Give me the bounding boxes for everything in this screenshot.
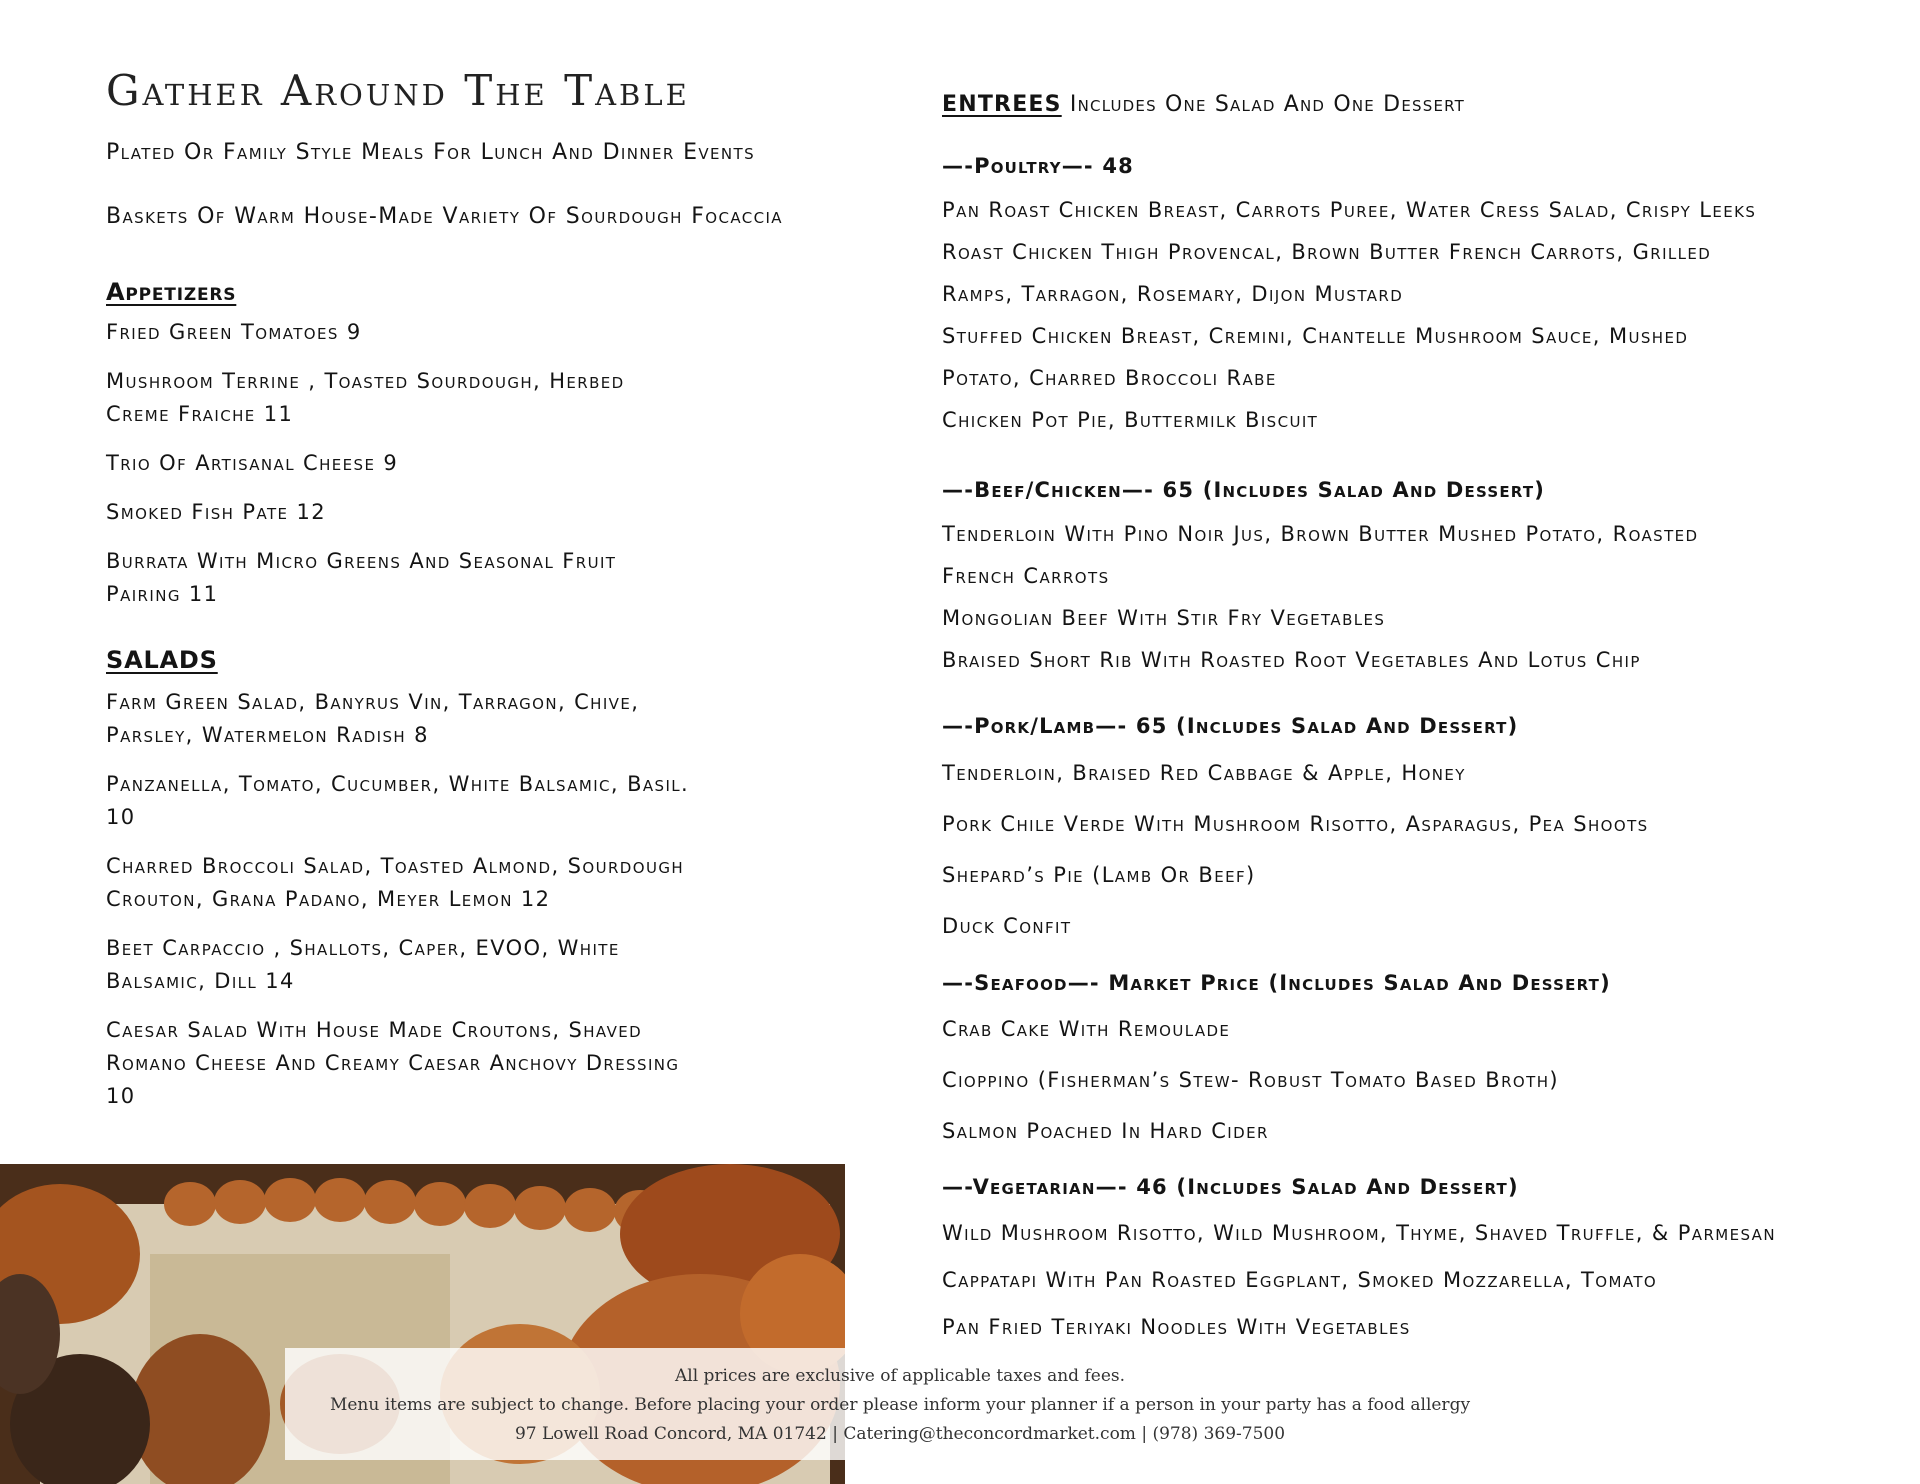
page-title: Gather Around The Table (106, 66, 690, 115)
subtitle: Plated Or Family Style Meals For Lunch And Dinner Events (106, 140, 756, 165)
footer-allergy-note: Menu items are subject to change. Before placing your order please inform your planner if a person in your party has a food allergy (329, 1395, 1471, 1415)
footer-notice (285, 1348, 1515, 1460)
entree-line: Roast Chicken Thigh Provencal, Brown Butter French Carrots, Grilled (942, 240, 1712, 264)
entrees-header (942, 92, 1902, 117)
category-price: 65 (1135, 714, 1168, 738)
entrees-heading: ENTREES (942, 92, 1062, 117)
entree-line: Mongolian Beef With Stir Fry Vegetables (942, 606, 1386, 630)
pork-lines (942, 748, 1902, 952)
entrees-note: Includes One Salad And One Dessert (1069, 92, 1466, 117)
salads-heading: SALADS (106, 646, 218, 674)
menu-item: Charred Broccoli Salad, Toasted Almond, Sourdough Crouton, Grana Padano, Meyer Lemon 12 (106, 854, 685, 911)
appetizers-list (106, 316, 706, 627)
entree-line: Potato, Charred Broccoli Rabe (942, 366, 1277, 390)
category-price: 46 (1136, 1175, 1168, 1199)
seafood-lines (942, 1004, 1902, 1157)
beef-section (942, 478, 1902, 502)
menu-item: Smoked Fish Pate 12 (106, 500, 326, 524)
category-label: —-Pork/Lamb—- (942, 714, 1128, 738)
entree-line: Wild Mushroom Risotto, Wild Mushroom, Thyme, Shaved Truffle, & Parmesan (942, 1221, 1776, 1245)
entree-line: French Carrots (942, 564, 1110, 588)
seafood-section (942, 971, 1902, 995)
category-label: —-Seafood—- (942, 971, 1100, 995)
entree-line: Chicken Pot Pie, Buttermilk Biscuit (942, 408, 1319, 432)
vegetarian-section (942, 1175, 1902, 1199)
category-price: Market Price (1108, 971, 1260, 995)
poultry-section (942, 154, 1902, 178)
menu-item: Panzanella, Tomato, Cucumber, White Balsamic, Basil. 10 (106, 772, 690, 829)
footer-contact: 97 Lowell Road Concord, MA 01742 | Catering@theconcordmarket.com | (978) 369-7500 (514, 1424, 1286, 1444)
vegetarian-lines (942, 1210, 1902, 1351)
menu-item: Beet Carpaccio , Shallots, Caper, EVOO, White Balsamic, Dill 14 (106, 936, 620, 993)
entree-line: Pork Chile Verde With Mushroom Risotto, Asparagus, Pea Shoots (942, 812, 1649, 836)
appetizers-heading: Appetizers (106, 278, 237, 306)
entree-line: Cioppino (Fisherman’s Stew- Robust Tomato Based Broth) (942, 1068, 1559, 1092)
category-note: (Includes Salad And Dessert) (1202, 478, 1546, 502)
entree-line: Pan Roast Chicken Breast, Carrots Puree, Water Cress Salad, Crispy Leeks (942, 198, 1757, 222)
entree-line: Salmon Poached In Hard Cider (942, 1119, 1269, 1143)
menu-item: Fried Green Tomatoes 9 (106, 320, 362, 344)
menu-item: Farm Green Salad, Banyrus Vin, Tarragon, Chive, Parsley, Watermelon Radish 8 (106, 690, 640, 747)
menu-item: Mushroom Terrine , Toasted Sourdough, Herbed Creme Fraiche 11 (106, 369, 625, 426)
category-note: (Includes Salad And Dessert) (1268, 971, 1611, 995)
entree-line: Tenderloin, Braised Red Cabbage & Apple, Honey (942, 761, 1466, 785)
entree-line: Tenderloin With Pino Noir Jus, Brown Butter Mushed Potato, Roasted (942, 522, 1699, 546)
category-label: —-Poultry—- (942, 154, 1094, 178)
category-note: (Includes Salad And Dessert) (1176, 1175, 1519, 1199)
salads-list (106, 686, 706, 1129)
beef-lines (942, 513, 1902, 681)
category-price: 48 (1102, 154, 1134, 178)
entree-line: Braised Short Rib With Roasted Root Vegetables And Lotus Chip (942, 648, 1641, 672)
entree-line: Ramps, Tarragon, Rosemary, Dijon Mustard (942, 282, 1404, 306)
footer-tax-note: All prices are exclusive of applicable taxes and fees. (674, 1366, 1126, 1386)
category-price: 65 (1162, 478, 1195, 502)
entree-line: Crab Cake With Remoulade (942, 1017, 1231, 1041)
entree-line: Shepard’s Pie (Lamb Or Beef) (942, 863, 1256, 887)
entree-line: Stuffed Chicken Breast, Cremini, Chantelle Mushroom Sauce, Mushed (942, 324, 1689, 348)
menu-item: Caesar Salad With House Made Croutons, Shaved Romano Cheese And Creamy Caesar Anchovy Dressing 10 (106, 1018, 680, 1108)
category-label: —-Vegetarian—- (942, 1175, 1128, 1199)
entree-line: Duck Confit (942, 914, 1072, 938)
menu-item: Trio Of Artisanal Cheese 9 (106, 451, 399, 475)
pork-section (942, 714, 1902, 738)
category-label: —-Beef/Chicken—- (942, 478, 1155, 502)
entree-line: Pan Fried Teriyaki Noodles With Vegetables (942, 1315, 1411, 1339)
entree-line: Cappatapi With Pan Roasted Eggplant, Smoked Mozzarella, Tomato (942, 1268, 1658, 1292)
menu-item: Burrata With Micro Greens And Seasonal Fruit Pairing 11 (106, 549, 617, 606)
category-note: (Includes Salad And Dessert) (1176, 714, 1519, 738)
poultry-lines (942, 189, 1902, 441)
bread-note: Baskets Of Warm House-Made Variety Of Sourdough Focaccia (106, 204, 783, 229)
